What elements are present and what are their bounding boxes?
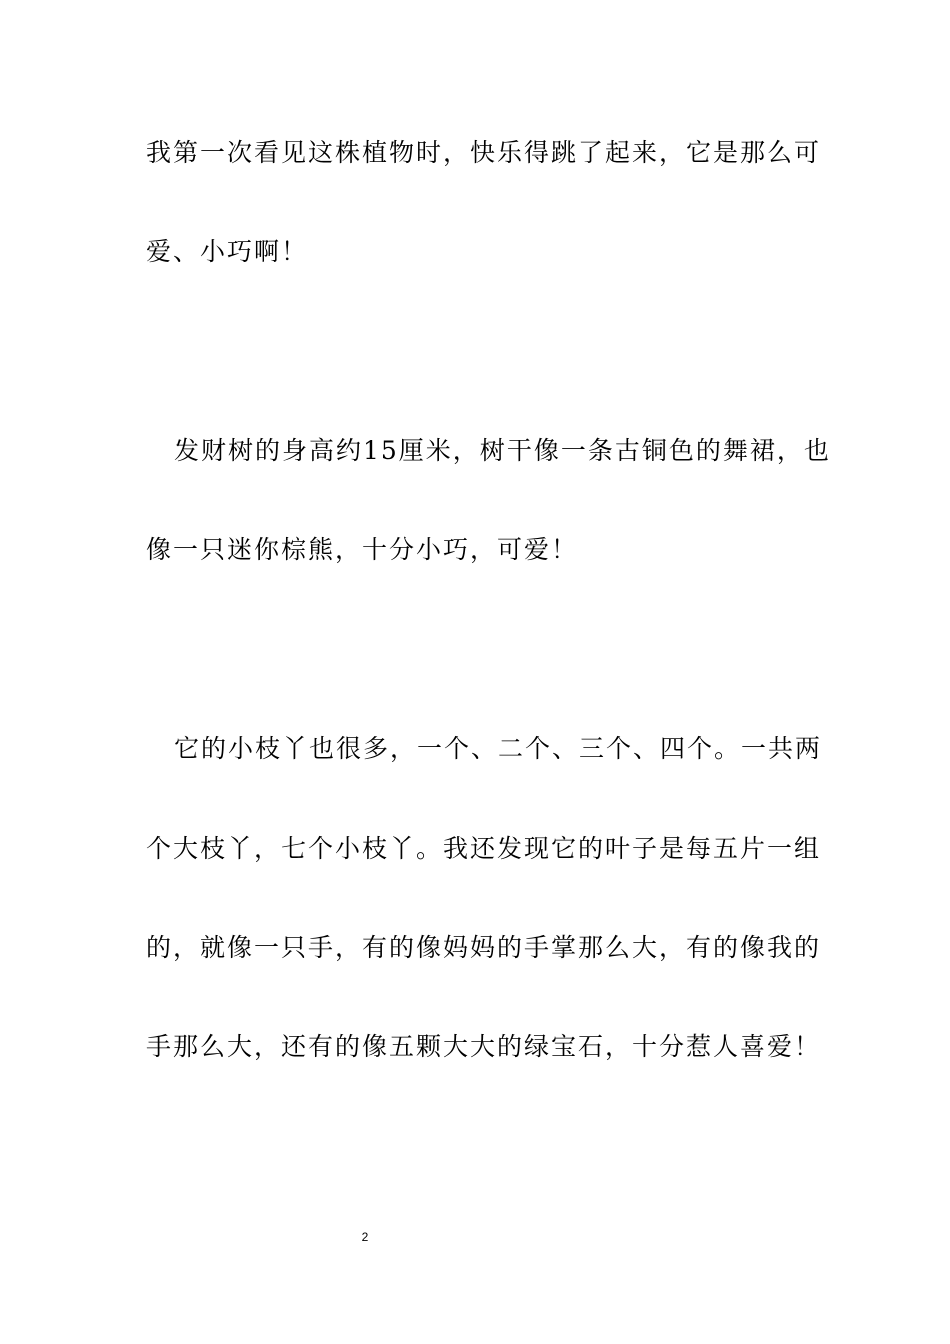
paragraph-3-line-3: 的，就像一只手，有的像妈妈的手掌那么大，有的像我的 xyxy=(146,933,822,962)
paragraph-3-line-4: 手那么大，还有的像五颗大大的绿宝石，十分惹人喜爱！ xyxy=(146,1032,822,1061)
paragraph-3-line-1: 它的小枝丫也很多，一个、二个、三个、四个。一共两 xyxy=(174,734,823,763)
paragraph-2-line-1: 发财树的身高约15厘米，树干像一条古铜色的舞裙，也 xyxy=(174,436,831,465)
paragraph-1-line-1: 我第一次看见这株植物时，快乐得跳了起来，它是那么可 xyxy=(146,138,822,167)
paragraph-2-line-2: 像一只迷你棕熊，十分小巧，可爱！ xyxy=(146,535,579,564)
page-number: 2 xyxy=(361,1230,369,1244)
paragraph-3-line-2: 个大枝丫，七个小枝丫。我还发现它的叶子是每五片一组 xyxy=(146,834,822,863)
paragraph-1-line-2: 爱、小巧啊！ xyxy=(146,237,309,266)
